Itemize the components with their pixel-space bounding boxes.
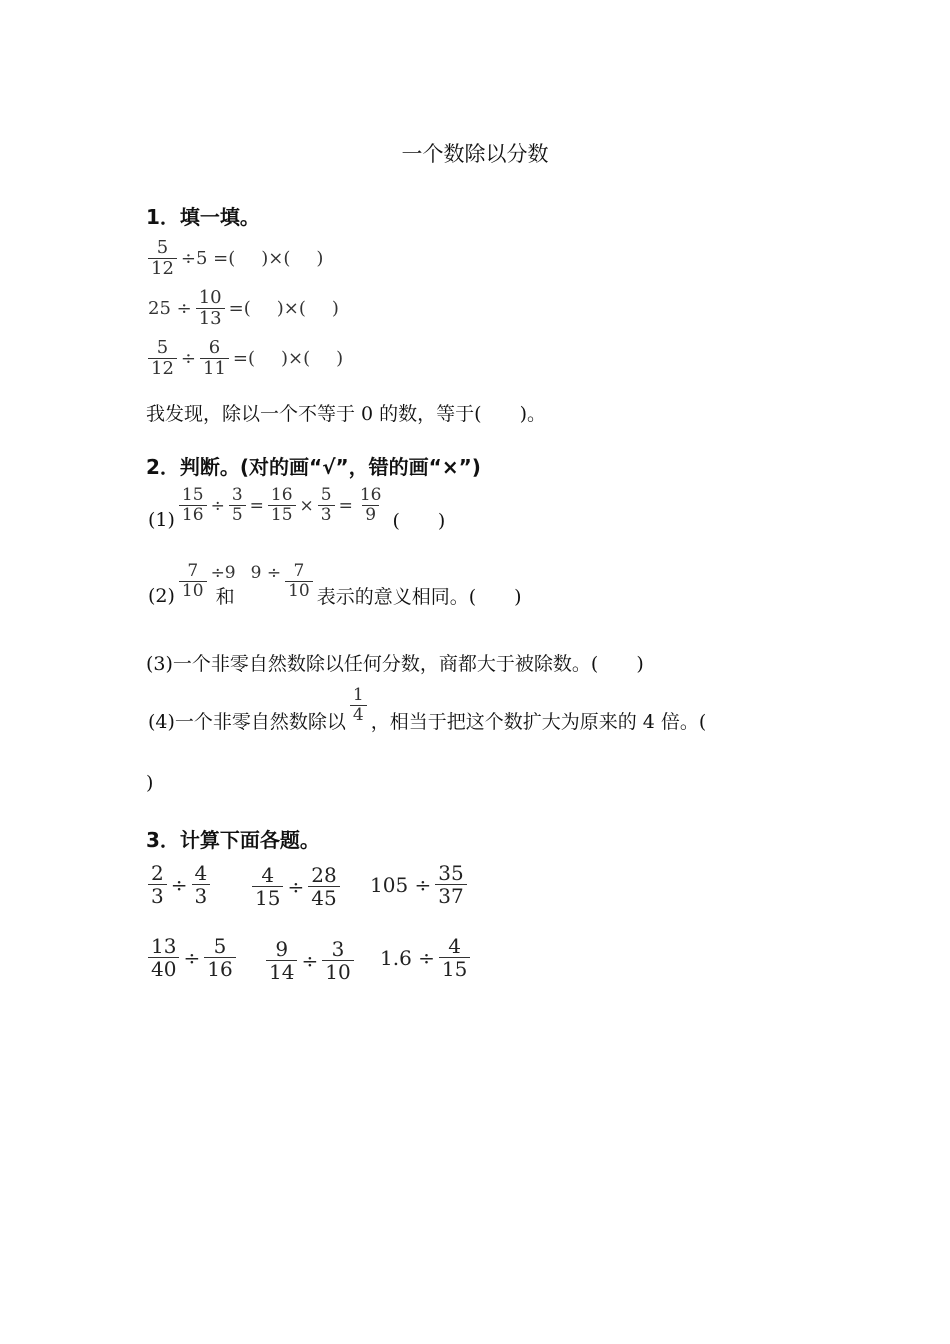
fraction: $\frac{16}{15}$ xyxy=(268,486,296,525)
section3-heading: 3．计算下面各题。 xyxy=(146,828,320,852)
calc-problem: $\frac{13}{40}$ ÷ $\frac{5}{16}$ xyxy=(146,935,238,981)
calc-problem: $\frac{4}{15}$ ÷ $\frac{28}{45}$ xyxy=(250,864,342,910)
calc-problem: $\frac{9}{14}$ ÷ $\frac{3}{10}$ xyxy=(264,938,356,984)
judge-q4: (4)一个非零自然数除以 $\frac{1}{4}$ ，相当于把这个数扩大为原来的 4 倍。( xyxy=(148,685,707,734)
fraction: $\frac{7}{10}$ xyxy=(285,562,313,601)
fraction: $\frac{16}{9}$ xyxy=(359,485,382,526)
fill-row-2: 25 ÷ $\frac{10}{13}$ =( )×( ) xyxy=(148,287,339,330)
fraction: $\frac{4}{15}$ xyxy=(252,864,283,910)
fraction: $\frac{2}{3}$ xyxy=(148,862,167,908)
section2-heading: 2．判断。(对的画“√”，错的画“×”) xyxy=(146,455,481,479)
calc-problem: $\frac{2}{3}$ ÷ $\frac{4}{3}$ xyxy=(146,862,212,908)
fraction: $\frac{1}{4}$ xyxy=(350,686,367,725)
fraction: $\frac{35}{37}$ xyxy=(435,862,466,908)
fraction: $\frac{4}{3}$ xyxy=(192,862,211,908)
judge-q4-close: ) xyxy=(146,772,154,794)
page-title: 一个数除以分数 xyxy=(401,142,549,166)
fraction: $\frac{5}{3}$ xyxy=(318,486,335,525)
fill-row-3: $\frac{5}{12}$ ÷ $\frac{6}{11}$ =( )×( ) xyxy=(146,338,345,379)
fraction: $\frac{15}{16}$ xyxy=(179,486,207,525)
calc-problem: 105 ÷ $\frac{35}{37}$ xyxy=(368,862,469,908)
fraction: $\frac{10}{13}$ xyxy=(196,288,225,329)
fraction: $\frac{9}{14}$ xyxy=(266,938,297,984)
finding-text: 我发现，除以一个不等于 0 的数，等于( )。 xyxy=(146,403,546,425)
fraction: $\frac{5}{16}$ xyxy=(204,935,235,981)
judge-q3: (3)一个非零自然数除以任何分数，商都大于被除数。( ) xyxy=(146,653,644,675)
fraction: $\frac{13}{40}$ xyxy=(148,935,179,981)
fraction: $\frac{5}{12}$ xyxy=(148,238,177,279)
fraction: $\frac{3}{10}$ xyxy=(322,938,353,984)
fraction: $\frac{7}{10}$ xyxy=(179,562,207,601)
judge-q2: (2) $\frac{7}{10}$ ÷9 和 9 ÷ $\frac{7}{10}$ 表示的意义相同。( ) xyxy=(148,561,522,609)
fraction: $\frac{6}{11}$ xyxy=(200,338,229,379)
fraction: $\frac{4}{15}$ xyxy=(439,935,470,981)
fraction: $\frac{3}{5}$ xyxy=(229,486,246,525)
fraction: $\frac{5}{12}$ xyxy=(148,338,177,379)
section1-heading: 1．填一填。 xyxy=(146,205,260,229)
judge-q1: (1) $\frac{15}{16}$ ÷ $\frac{3}{5}$ = $\frac{16}{15}$ × $\frac{5}{3}$ = $\frac{16}{9}$ ( ) xyxy=(148,485,446,533)
fill-row-1: $\frac{5}{12}$ ÷5 =( )×( ) xyxy=(146,238,325,279)
fraction: $\frac{28}{45}$ xyxy=(308,864,339,910)
calc-problem: 1.6 ÷ $\frac{4}{15}$ xyxy=(378,935,472,981)
